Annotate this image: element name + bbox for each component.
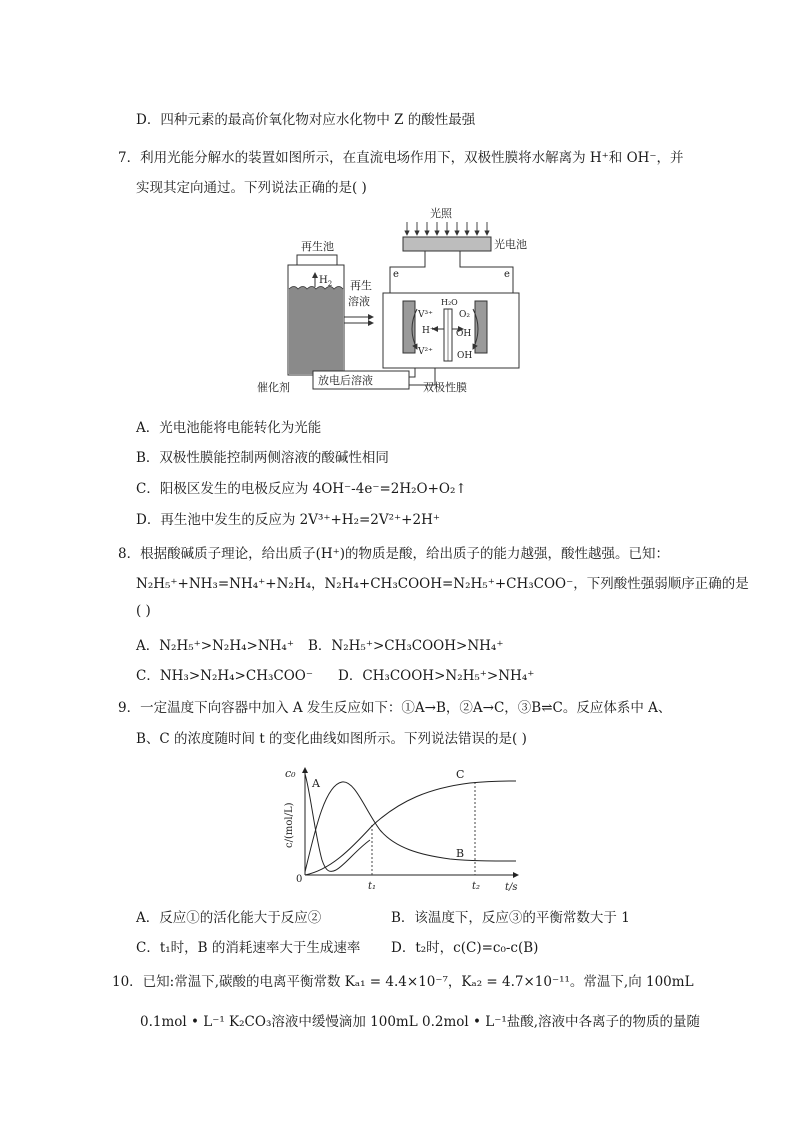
regen-tank-label: 再生池 — [301, 240, 334, 253]
q7-option-c: C．阳极区发生的电极反应为 4OH⁻-4e⁻=2H₂O+O₂↑ — [136, 481, 467, 497]
q9-option-b: B．该温度下，反应③的平衡常数大于 1 — [391, 910, 630, 926]
discharged-solution-label: 放电后溶液 — [318, 374, 373, 387]
q6-option-d: D．四种元素的最高价氧化物对应水化物中 Z 的酸性最强 — [136, 112, 476, 128]
v3-label: V³⁺ — [418, 310, 433, 320]
q8-option-d: D．CH₃COOH>N₂H₅⁺>NH₄⁺ — [338, 668, 535, 684]
light-label: 光照 — [430, 207, 452, 220]
regen-solution-label-1: 再生 — [350, 279, 372, 292]
concentration-time-chart — [270, 760, 530, 895]
o2-label: O₂ — [459, 310, 470, 320]
q8-option-c: C．NH₃>N₂H₄>CH₃COO⁻ — [136, 668, 313, 684]
curve-a-label: A — [312, 777, 320, 790]
catalyst-label: 催化剂 — [257, 381, 290, 394]
photovoltaic-cell — [403, 237, 491, 251]
q10-stem-line1: 10．已知:常温下,碳酸的电离平衡常数 Kₐ₁ = 4.4×10⁻⁷，Kₐ₂ = 4.7×10⁻¹¹。常温下,向 100mL — [112, 974, 694, 990]
t2-label: t₂ — [472, 881, 481, 892]
q9-stem-line2: B、C 的浓度随时间 t 的变化曲线如图所示。下列说法错误的是( ) — [136, 731, 527, 747]
q9-option-c: C．t₁时，B 的消耗速率大于生成速率 — [136, 940, 361, 956]
q7-stem-line1: 7．利用光能分解水的装置如图所示，在直流电场作用下，双极性膜将水解离为 H⁺和 OH⁻，并 — [118, 150, 684, 166]
electrolysis-apparatus-diagram — [255, 205, 535, 395]
curve-c-label: C — [456, 768, 465, 781]
y-axis-label: c/(mol/L) — [284, 802, 295, 848]
q8-stem-line1: 8．根据酸碱质子理论，给出质子(H⁺)的物质是酸，给出质子的能力越强，酸性越强。已知： — [118, 546, 670, 562]
regen-tank-top — [297, 255, 337, 265]
regen-tank-liquid — [289, 289, 343, 374]
q7-stem-line2: 实现其定向通过。下列说法正确的是( ) — [136, 180, 367, 196]
photovoltaic-cell-label: 光电池 — [494, 238, 527, 251]
light-arrows — [407, 222, 487, 235]
q7-option-d: D．再生池中发生的反应为 2V³⁺+H₂=2V²⁺+2H⁺ — [136, 512, 440, 528]
t-axis-label: t/s — [505, 882, 518, 893]
h2o-label: H₂O — [441, 298, 458, 307]
q8-stem-line3: ( ) — [136, 603, 151, 619]
q8-stem-line2: N₂H₅⁺+NH₃=NH₄⁺+N₂H₄，N₂H₄+CH₃COOH=N₂H₅⁺+CH₃COO⁻，下列酸性强弱顺序正确的是 — [136, 576, 749, 592]
curve-b — [305, 782, 516, 872]
hplus-label: H⁺ — [422, 326, 435, 336]
regen-solution-label-2: 溶液 — [348, 295, 370, 308]
t1-label: t₁ — [368, 881, 377, 892]
q8-option-b: B．N₂H₅⁺>CH₃COOH>NH₄⁺ — [308, 638, 504, 654]
right-electrode — [475, 301, 487, 353]
q7-option-b: B．双极性膜能控制两侧溶液的酸碱性相同 — [136, 450, 389, 466]
q9-option-a: A．反应①的活化能大于反应② — [136, 910, 322, 926]
oh-label-2: OH — [457, 351, 473, 361]
origin-label: 0 — [296, 874, 303, 885]
q9-stem-line1: 9．一定温度下向容器中加入 A 发生反应如下：①A→B，②A→C，③B⇌C。反应体系中 A、 — [118, 700, 672, 716]
left-electrode — [403, 301, 415, 353]
e-right-label: e — [504, 269, 510, 280]
e-left-label: e — [393, 269, 399, 280]
h2-label: $H_2$ — [319, 275, 333, 288]
q9-option-d: D．t₂时，c(C)=c₀-c(B) — [391, 940, 539, 956]
q8-option-a: A．N₂H₅⁺>N₂H₄>NH₄⁺ — [136, 638, 294, 654]
oh-label-1: OH — [456, 329, 472, 339]
curve-b-label: B — [456, 847, 465, 860]
q10-stem-line2: 0.1mol • L⁻¹ K₂CO₃溶液中缓慢滴加 100mL 0.2mol • L⁻¹盐酸,溶液中各离子的物质的量随 — [140, 1014, 701, 1030]
bipolar-membrane-label: 双极性膜 — [423, 381, 467, 394]
v2-label: V²⁺ — [418, 347, 433, 357]
q7-option-a: A．光电池能将电能转化为光能 — [136, 420, 322, 436]
c0-label: c₀ — [285, 767, 296, 780]
